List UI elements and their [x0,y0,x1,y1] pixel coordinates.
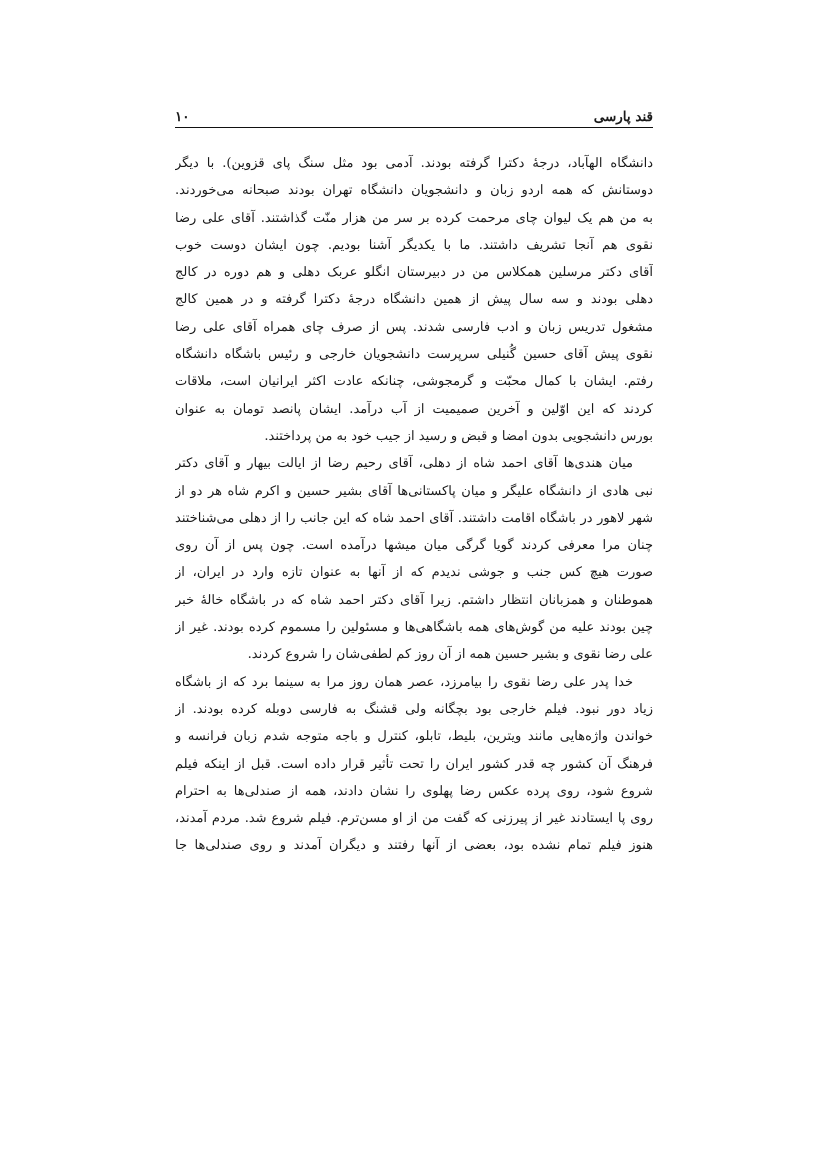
header-rule [175,127,653,128]
text-line: دوستانش که همه اردو زبان و دانشجویان دانشگاه تهران بودند صبحانه می‌خوردند. [175,183,653,199]
text-line: چنان مرا معرفی کردند گویا گرگی میان میشها درآمده است. چون پس از آن روی [175,538,653,554]
body-text [175,150,653,860]
text-line: به من هم یک لیوان چای مرحمت کرده بر سر من هزار منّت گذاشتند. آقای علی رضا [175,210,653,226]
running-header [175,100,653,124]
text-line: نقوی هم آنجا تشریف داشتند. ما با یکدیگر آشنا بودیم. چون ایشان دوست خوب [175,237,653,253]
text-line: آقای دکتر مرسلین همکلاس من در دبیرستان انگلو عربک دهلی و هم دوره در کالج [175,265,653,281]
text-line: صورت هیچ کس جنب و جوشی ندیدم که از آنها به عنوان تازه وارد در ایران، از [175,565,653,581]
text-line: علی رضا نقوی و بشیر حسین همه از آن روز کم لطفی‌شان را شروع کردند. [247,647,653,663]
text-line: خدا پدر علی رضا نقوی را بیامرزد، عصر همان روز مرا به سینما برد که از باشگاه [175,674,633,690]
text-line: دانشگاه الهآباد، درجهٔ دکترا گرفته بودند. آدمی بود مثل سنگ پای قزوین). با دیگر [175,156,653,171]
text-line: دهلی بودند و سه سال پیش از همین دانشگاه درجهٔ دکترا گرفته و در همین کالج [175,292,653,308]
text-line: رفتم. ایشان با کمال محبّت و گرمجوشی، چنانکه عادت اکثر ایرانیان است، ملاقات [175,374,653,390]
page-number: ۱۰ [175,108,190,125]
text-line: فرهنگ آن کشور چه قدر کشور ایران را تحت تأثیر قرار داده است. قبل از اینکه فیلم [175,756,653,772]
text-line: شروع شود، روی پرده عکس رضا پهلوی را نشان دادند، همه از صندلی‌ها به احترام [175,783,653,799]
text-line: هنوز فیلم تمام نشده بود، بعضی از آنها رفتند و دیگران آمدند و روی صندلی‌ها جا [175,838,653,854]
text-line: بورس دانشجویی بدون امضا و قبض و رسید از جیب خود به من پرداختند. [264,428,653,444]
text-line: میان هندی‌ها آقای احمد شاه از دهلی، آقای رحیم رضا از ایالت بیهار و آقای دکتر [175,456,633,472]
text-line: مشغول تدریس زبان و ادب فارسی شدند. پس از صرف چای همراه آقای علی رضا [175,319,653,335]
text-line: نقوی پیش آقای حسین گُنیلی سرپرست دانشجویان خارجی و رئیس باشگاه دانشگاه [175,347,653,363]
text-line: زیاد دور نبود. فیلم خارجی بود بچگانه ولی قشنگ به فارسی دوبله کرده بودند. از [175,701,653,717]
text-line: خواندن واژه‌هایی مانند ویترین، بلیط، تابلو، کنترل و باجه متوجه شدم زبان فرانسه و [175,729,653,745]
text-line: روی پا ایستادند غیر از پیرزنی که گفت من از او مسن‌ترم. فیلم شروع شد. مردم آمدند، [175,811,653,827]
text-line: شهر لاهور در باشگاه اقامت داشتند. آقای احمد شاه که این جانب را از دهلی می‌شناختند [175,510,653,526]
text-line: کردند که این اوّلین و آخرین صمیمیت از آب درآمد. ایشان پانصد تومان به عنوان [175,401,653,417]
text-line: هموطنان و همزبانان انتظار داشتم. زیرا آقای دکتر احمد شاه که در باشگاه خالهٔ خبر [175,592,653,608]
text-line: نبی هادی از دانشگاه علیگر و میان پاکستانی‌ها آقای بشیر حسین و اکرم شاه هر دو از [175,483,653,499]
journal-title: قند پارسی [593,108,653,125]
text-line: چین بودند علیه من گوش‌های همه باشگاهی‌ها و مسئولین را مسموم کرده بودند. غیر از [175,620,653,636]
